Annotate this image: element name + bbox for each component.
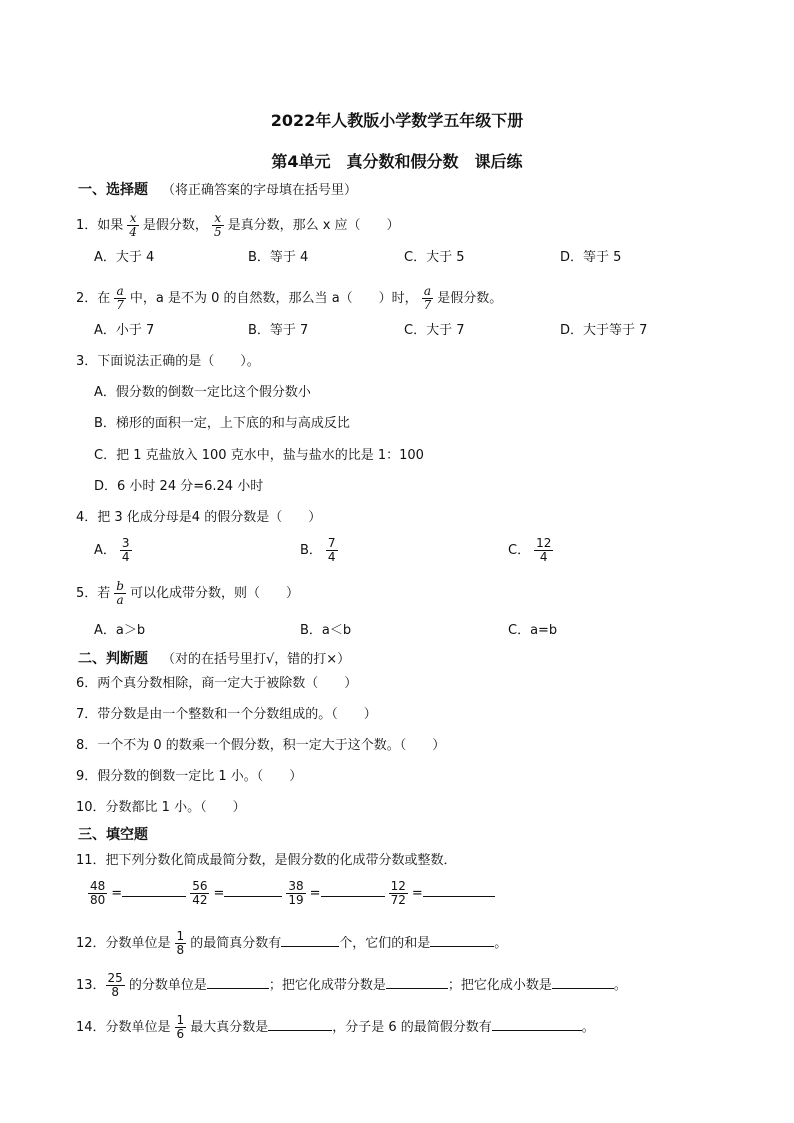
option-a[interactable]: A．小于 7 bbox=[94, 323, 155, 338]
option-b[interactable]: B．等于 4 bbox=[248, 250, 309, 265]
option-b[interactable]: B．等于 7 bbox=[248, 323, 309, 338]
option-a[interactable]: A．假分数的倒数一定比这个假分数小 bbox=[94, 385, 311, 400]
option-c[interactable]: C．大于 5 bbox=[404, 250, 465, 265]
fraction: $\frac{3}{4}$ bbox=[121, 536, 130, 564]
option-d[interactable]: D．6 小时 24 分=6.24 小时 bbox=[94, 479, 264, 494]
question-text: 是假分数， bbox=[142, 218, 208, 233]
option-a[interactable]: A．a＞b bbox=[94, 623, 146, 638]
option-label: B． bbox=[300, 543, 322, 558]
question-11-fractions bbox=[88, 880, 495, 907]
question-text: 是假分数。 bbox=[437, 291, 503, 306]
equals-sign: = bbox=[411, 886, 423, 901]
fraction: $\frac{a}{7}$ bbox=[116, 284, 124, 312]
question-text: 。 bbox=[494, 936, 508, 951]
answer-blank[interactable] bbox=[207, 976, 269, 989]
equals-sign: = bbox=[309, 886, 321, 901]
answer-blank[interactable] bbox=[423, 884, 495, 897]
fraction: $\frac{b}{a}$ bbox=[116, 579, 124, 607]
question-text: 个，它们的和是 bbox=[339, 936, 431, 951]
question-text: 5．若 bbox=[76, 586, 111, 601]
question-11: 11．把下列分数化简成最简分数，是假分数的化成带分数或整数． bbox=[76, 853, 457, 868]
question-2 bbox=[76, 285, 502, 312]
fraction: $\frac{7}{4}$ bbox=[327, 536, 336, 564]
question-text: 可以化成带分数，则（ ） bbox=[129, 586, 299, 601]
question-8: 8．一个不为 0 的数乘一个假分数，积一定大于这个数。（ ） bbox=[76, 738, 446, 753]
question-text: ，分子是 6 的最简假分数有 bbox=[332, 1020, 492, 1035]
option-b[interactable]: B．a＜b bbox=[300, 623, 352, 638]
question-1 bbox=[76, 212, 400, 239]
section-heading-choice bbox=[78, 182, 357, 199]
option-b[interactable] bbox=[300, 537, 342, 564]
section-note: （将正确答案的字母填在括号里） bbox=[162, 183, 358, 198]
equals-sign: = bbox=[111, 886, 123, 901]
section-heading-judge bbox=[78, 651, 350, 668]
fraction: $\frac{1}{6}$ bbox=[176, 1013, 185, 1041]
section-title: 一、选择题 bbox=[78, 182, 148, 198]
page-subtitle: 第4单元 真分数和假分数 课后练 bbox=[271, 152, 523, 171]
fraction: $\frac{38}{19}$ bbox=[288, 879, 304, 907]
answer-blank[interactable] bbox=[122, 884, 186, 897]
equals-sign: = bbox=[213, 886, 225, 901]
section-note: （对的在括号里打√，错的打×） bbox=[162, 652, 351, 667]
question-text: 。 bbox=[581, 1020, 595, 1035]
answer-blank[interactable] bbox=[321, 884, 385, 897]
option-d[interactable]: D．大于等于 7 bbox=[560, 323, 648, 338]
option-label: C． bbox=[508, 543, 531, 558]
question-text: 的分数单位是 bbox=[128, 978, 207, 993]
fraction: $\frac{48}{80}$ bbox=[90, 879, 106, 907]
fraction: $\frac{a}{7}$ bbox=[423, 284, 432, 312]
question-text: 14．分数单位是 bbox=[76, 1020, 171, 1035]
question-3: 3．下面说法正确的是（ ）。 bbox=[76, 354, 260, 369]
option-c[interactable]: C．a=b bbox=[508, 623, 558, 638]
question-7: 7．带分数是由一个整数和一个分数组成的。（ ） bbox=[76, 707, 377, 722]
option-c[interactable]: C．大于 7 bbox=[404, 323, 465, 338]
question-14 bbox=[76, 1014, 595, 1041]
option-c[interactable]: C．把 1 克盐放入 100 克水中，盐与盐水的比是 1：100 bbox=[94, 448, 424, 463]
section-title: 二、判断题 bbox=[78, 651, 148, 667]
question-text: ；把它化成小数是 bbox=[447, 978, 552, 993]
option-b[interactable]: B．梯形的面积一定，上下底的和与高成反比 bbox=[94, 416, 350, 431]
question-text: 最大真分数是 bbox=[190, 1020, 269, 1035]
fraction: $\frac{1}{8}$ bbox=[176, 929, 185, 957]
question-text: 2．在 bbox=[76, 291, 111, 306]
section-heading-fill bbox=[78, 827, 148, 843]
question-6: 6．两个真分数相除，商一定大于被除数（ ） bbox=[76, 676, 358, 691]
question-9: 9．假分数的倒数一定比 1 小。（ ） bbox=[76, 769, 303, 784]
fraction: $\frac{56}{42}$ bbox=[192, 879, 208, 907]
question-text: 中，a 是不为 0 的自然数，那么当 a（ ）时， bbox=[129, 291, 418, 306]
answer-blank[interactable] bbox=[552, 976, 614, 989]
answer-blank[interactable] bbox=[492, 1018, 582, 1031]
fraction: $\frac{x}{5}$ bbox=[213, 211, 222, 239]
answer-blank[interactable] bbox=[386, 976, 448, 989]
answer-blank[interactable] bbox=[430, 934, 494, 947]
question-10: 10．分数都比 1 小。（ ） bbox=[76, 800, 246, 815]
answer-blank[interactable] bbox=[268, 1018, 332, 1031]
question-text: 。 bbox=[613, 978, 627, 993]
question-12 bbox=[76, 930, 507, 957]
option-a[interactable]: A．大于 4 bbox=[94, 250, 155, 265]
option-label: A． bbox=[94, 543, 116, 558]
answer-blank[interactable] bbox=[281, 934, 339, 947]
section-title: 三、填空题 bbox=[78, 827, 148, 843]
page-title: 2022年人教版小学数学五年级下册 bbox=[270, 111, 524, 130]
option-c[interactable] bbox=[508, 537, 557, 564]
question-13 bbox=[76, 972, 627, 999]
question-5 bbox=[76, 580, 299, 607]
question-text: ；把它化成带分数是 bbox=[268, 978, 386, 993]
question-text: 的最简真分数有 bbox=[190, 936, 282, 951]
question-text: 13． bbox=[76, 978, 106, 993]
question-4: 4．把 3 化成分母是4 的假分数是（ ） bbox=[76, 510, 322, 525]
question-text: 1．如果 bbox=[76, 218, 124, 233]
option-d[interactable]: D．等于 5 bbox=[560, 250, 622, 265]
fraction: $\frac{12}{72}$ bbox=[390, 879, 406, 907]
answer-blank[interactable] bbox=[224, 884, 282, 897]
question-text: 12．分数单位是 bbox=[76, 936, 171, 951]
fraction: $\frac{12}{4}$ bbox=[536, 536, 552, 564]
question-text: 是真分数，那么 x 应（ ） bbox=[227, 218, 400, 233]
fraction: $\frac{25}{8}$ bbox=[107, 971, 123, 999]
option-a[interactable] bbox=[94, 537, 136, 564]
fraction: $\frac{x}{4}$ bbox=[129, 211, 137, 239]
